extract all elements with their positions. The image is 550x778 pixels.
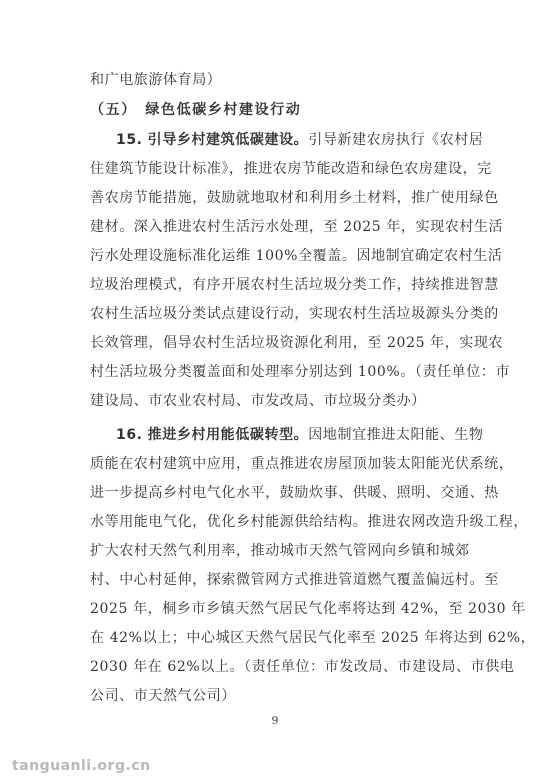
item-15-text-line: 建设局、市农业农村局、市发改局、市垃圾分类办） (90, 393, 426, 409)
item-16-title: 推进乡村用能低碳转型。 (147, 427, 309, 443)
item-16-text-line: 因地制宜推进太阳能、生物 (308, 427, 484, 443)
item-15-text-line: 村生活垃圾分类覆盖面和处理率分别达到 100%。（责任单位：市 (90, 364, 511, 380)
item-15-text-line: 长效管理，倡导农村生活垃圾资源化利用，至 2025 年，实现农 (90, 335, 504, 351)
item-16-text-line: 进一步提高乡村电气化水平，鼓励炊事、供暖、照明、交通、热 (90, 485, 499, 501)
item-15-text-line: 住建筑节能设计标准》，推进农房节能改造和绿色农房建设，完 (90, 161, 492, 177)
item-16-first-line (116, 425, 483, 445)
item-15-text-line: 垃圾治理模式，有序开展农村生活垃圾分类工作，持续推进智慧 (90, 277, 499, 293)
item-15-title: 引导乡村建筑低碳建设。 (147, 132, 309, 148)
item-16-number: 16. (116, 427, 143, 443)
item-16-text-line: 质能在农村建筑中应用，重点推进农房屋顶加装太阳能光伏系统， (90, 456, 514, 472)
item-16-text-line: 在 42%以上；中心城区天然气居民气化率至 2025 年将达到 62%， (90, 630, 536, 646)
item-15-text-line: 善农房节能措施，鼓励就地取材和利用乡土材料，推广使用绿色 (90, 190, 499, 206)
item-15-text-line: 污水处理设施标准化运维 100%全覆盖。因地制宜确定农村生活 (90, 248, 503, 264)
item-15-text-line: 建材。深入推进农村生活污水处理，至 2025 年，实现农村生活 (90, 219, 504, 235)
site-watermark: tanguanli.org.cn (12, 758, 151, 774)
item-16-text-line: 扩大农村天然气利用率，推动城市天然气管网向乡镇和城郊 (90, 543, 470, 559)
continuation-line: 和广电旅游体育局） (90, 72, 222, 88)
item-16-text-line: 2030 年在 62%以上。（责任单位：市发改局、市建设局、市供电 (90, 659, 515, 675)
item-15-first-line (116, 130, 483, 150)
item-16-text-line: 村、中心村延伸，探索微管网方式推进管道燃气覆盖偏远村。至 (90, 572, 499, 588)
item-15-number: 15. (116, 132, 143, 148)
section-heading: （五） 绿色低碳乡村建设行动 (90, 102, 302, 118)
page-number: 9 (271, 714, 279, 727)
item-15-text-line: 农村生活垃圾分类试点建设行动，实现农村生活垃圾源头分类的 (90, 306, 499, 322)
item-16-text-line: 水等用能电气化，优化乡村能源供给结构。推进农网改造升级工程， (90, 514, 528, 530)
item-16-text-line: 2025 年，桐乡市乡镇天然气居民气化率将达到 42%，至 2030 年 (90, 601, 526, 617)
item-16-text-line: 公司、市天然气公司） (90, 688, 236, 704)
item-15-text-line: 引导新建农房执行《农村居 (308, 132, 484, 148)
